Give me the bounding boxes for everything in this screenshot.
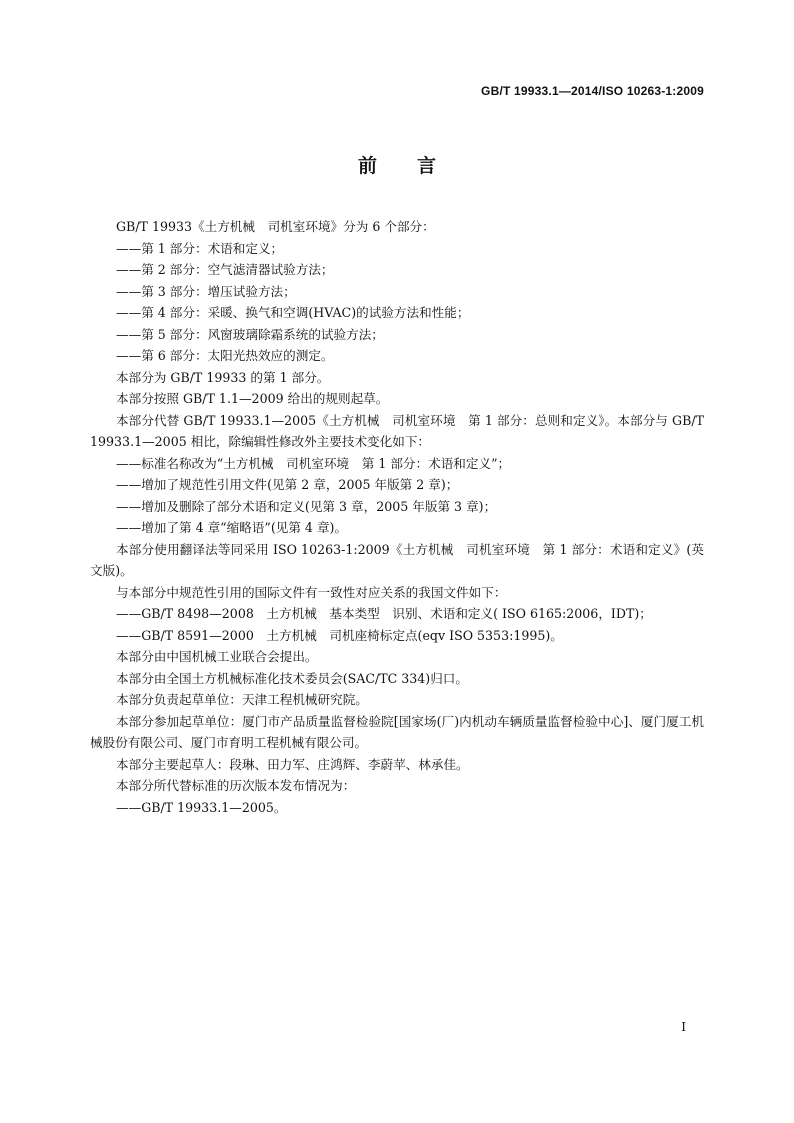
standard-number-header: GB/T 19933.1—2014/ISO 10263-1:2009 <box>481 84 704 98</box>
list-item: ——增加了第 4 章“缩略语”(见第 4 章)。 <box>116 520 348 535</box>
paragraph: 本部分按照 GB/T 1.1—2009 给出的规则起草。 <box>116 391 389 406</box>
paragraph: 本部分主要起草人：段琳、田力军、庄鸿辉、李蔚苹、林承佳。 <box>116 756 469 772</box>
paragraph: 与本部分中规范性引用的国际文件有一致性对应关系的我国文件如下： <box>116 584 507 600</box>
list-item: ——第 4 部分：采暖、换气和空调(HVAC)的试验方法和性能； <box>116 305 470 320</box>
paragraph: 本部分为 GB/T 19933 的第 1 部分。 <box>116 369 330 385</box>
paragraph: 本部分由中国机械工业联合会提出。 <box>116 649 318 664</box>
list-item: ——增加及删除了部分术语和定义(见第 3 章，2005 年版第 3 章)； <box>116 498 497 514</box>
paragraph: 本部分所代替标准的历次版本发布情况为： <box>116 778 356 793</box>
paragraph: 本部分由全国土方机械标准化技术委员会(SAC/TC 334)归口。 <box>116 670 468 686</box>
paragraph: GB/T 19933《土方机械 司机室环境》分为 6 个部分： <box>116 219 435 234</box>
paragraph: 本部分参加起草单位：厦门市产品质量监督检验院[国家场(厂)内机动车辆质量监督检验中心]、厦门厦工机械股份有限公司、厦门市育明工程机械有限公司。 <box>90 713 704 750</box>
list-item: ——第 2 部分：空气滤清器试验方法； <box>116 262 334 277</box>
page-title: 前言 <box>357 155 476 177</box>
paragraph: 本部分代替 GB/T 19933.1—2005《土方机械 司机室环境 第 1 部分：总则和定义》。本部分与 GB/T 19933.1—2005 相比，除编辑性修改外主要技术变化如下： <box>90 412 709 449</box>
page-number: I <box>681 1020 686 1034</box>
list-item: ——第 1 部分：术语和定义； <box>116 240 284 256</box>
list-item: ——标准名称改为“土方机械 司机室环境 第 1 部分：术语和定义”； <box>116 455 511 471</box>
list-item: ——GB/T 8498—2008 土方机械 基本类型 识别、术语和定义( ISO 6165:2006，IDT)； <box>116 606 652 621</box>
list-item: ——第 6 部分：太阳光热效应的测定。 <box>116 348 334 363</box>
paragraph: 本部分负责起草单位：天津工程机械研究院。 <box>116 692 368 707</box>
list-item: ——增加了规范性引用文件(见第 2 章，2005 年版第 2 章)； <box>116 477 459 492</box>
list-item: ——GB/T 8591—2000 土方机械 司机座椅标定点(eqv ISO 5353:1995)。 <box>116 627 563 643</box>
list-item: ——第 5 部分：风窗玻璃除霜系统的试验方法； <box>116 326 384 342</box>
list-item: ——第 3 部分：增压试验方法； <box>116 283 296 299</box>
list-item: ——GB/T 19933.1—2005。 <box>116 799 287 815</box>
foreword-body <box>90 216 709 818</box>
paragraph: 本部分使用翻译法等同采用 ISO 10263-1:2009《土方机械 司机室环境 第 1 部分：术语和定义》(英文版)。 <box>90 541 704 578</box>
